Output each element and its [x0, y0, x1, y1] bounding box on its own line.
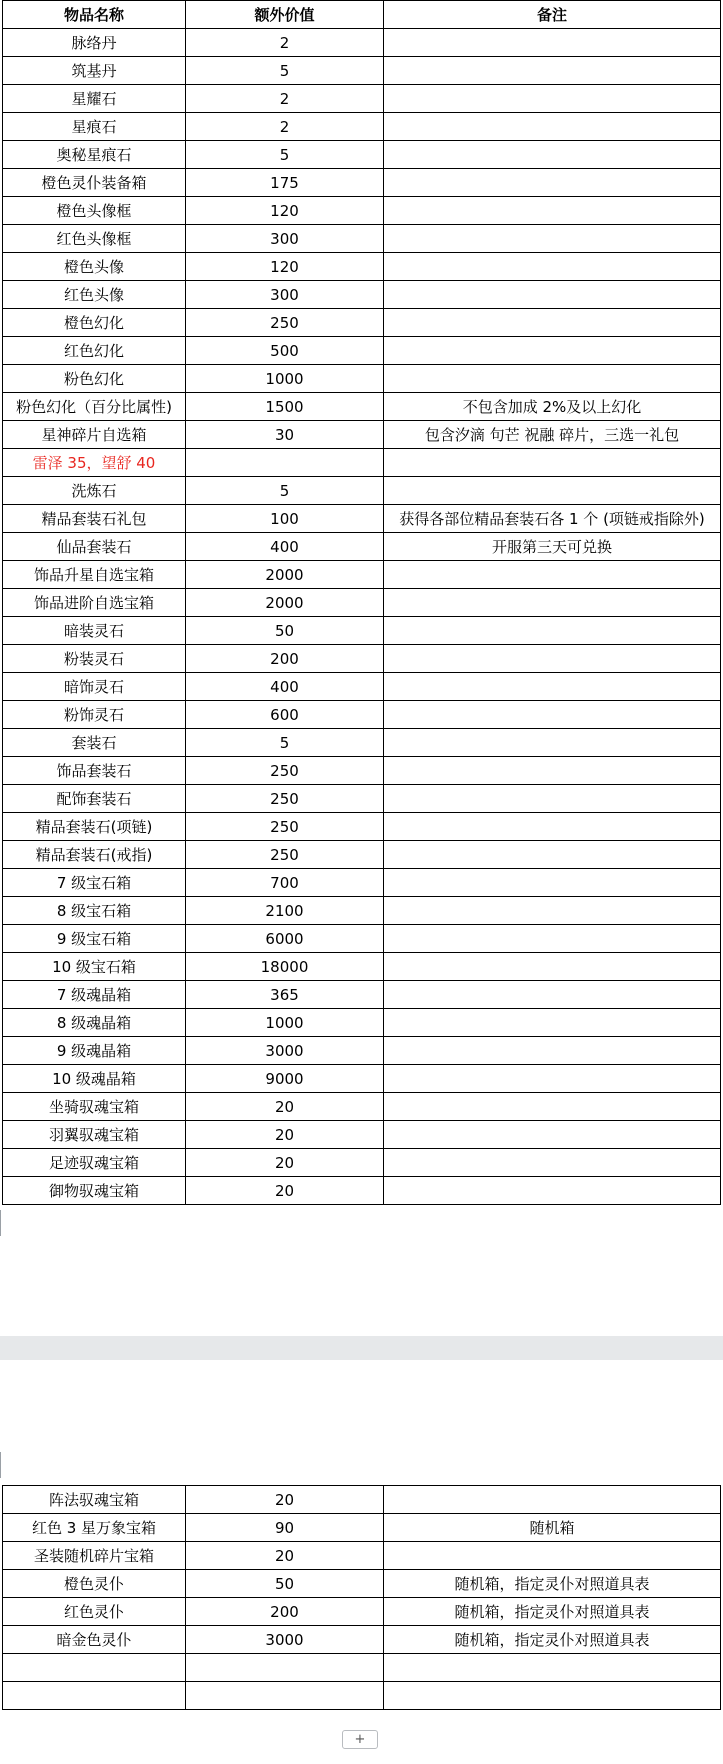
remark-cell[interactable]	[384, 281, 721, 309]
item-name-cell[interactable]: 套装石	[3, 729, 186, 757]
extra-value-cell[interactable]: 500	[186, 337, 384, 365]
remark-cell[interactable]	[384, 85, 721, 113]
item-name-cell[interactable]: 脉络丹	[3, 29, 186, 57]
table-row	[3, 225, 721, 253]
item-value-table	[2, 0, 721, 1205]
table-row	[3, 869, 721, 897]
item-name-cell[interactable]: 仙品套装石	[3, 533, 186, 561]
remark-cell[interactable]	[384, 1654, 721, 1682]
remark-cell[interactable]	[384, 757, 721, 785]
remark-cell[interactable]	[384, 561, 721, 589]
item-name-cell[interactable]: 粉色幻化（百分比属性)	[3, 393, 186, 421]
extra-value-cell[interactable]: 400	[186, 533, 384, 561]
extra-value-cell[interactable]: 5	[186, 141, 384, 169]
remark-cell[interactable]: 开服第三天可兑换	[384, 533, 721, 561]
extra-value-cell[interactable]: 120	[186, 253, 384, 281]
table-row	[3, 813, 721, 841]
item-name-cell[interactable]: 暗金色灵仆	[3, 1626, 186, 1654]
text-cursor-marker	[0, 1452, 1, 1478]
item-name-cell[interactable]: 暗装灵石	[3, 617, 186, 645]
remark-cell[interactable]	[384, 1682, 721, 1710]
table-row	[3, 113, 721, 141]
table-row	[3, 29, 721, 57]
table-row	[3, 1682, 721, 1710]
table-row	[3, 1093, 721, 1121]
header-remarks: 备注	[384, 1, 721, 29]
item-name-cell[interactable]: 雷泽 35，望舒 40	[3, 449, 186, 477]
item-name-cell[interactable]: 9 级宝石箱	[3, 925, 186, 953]
remark-cell[interactable]	[384, 1149, 721, 1177]
table-header-row	[3, 1, 721, 29]
remark-cell[interactable]	[384, 953, 721, 981]
item-value-table-continued	[2, 1485, 721, 1710]
extra-value-cell[interactable]: 200	[186, 1598, 384, 1626]
remark-cell[interactable]	[384, 113, 721, 141]
item-name-cell[interactable]: 精品套装石礼包	[3, 505, 186, 533]
item-name-cell[interactable]: 御物驭魂宝箱	[3, 1177, 186, 1205]
item-name-cell[interactable]: 羽翼驭魂宝箱	[3, 1121, 186, 1149]
remark-cell[interactable]	[384, 813, 721, 841]
extra-value-cell[interactable]: 2000	[186, 561, 384, 589]
extra-value-cell[interactable]: 5	[186, 477, 384, 505]
extra-value-cell[interactable]: 3000	[186, 1037, 384, 1065]
table-row	[3, 1065, 721, 1093]
table-row	[3, 897, 721, 925]
item-name-cell[interactable]: 精品套装石(项链)	[3, 813, 186, 841]
remark-cell[interactable]	[384, 29, 721, 57]
extra-value-cell[interactable]: 400	[186, 673, 384, 701]
item-name-cell[interactable]: 粉色幻化	[3, 365, 186, 393]
item-name-cell[interactable]: 红色 3 星万象宝箱	[3, 1514, 186, 1542]
remark-cell[interactable]: 随机箱，指定灵仆对照道具表	[384, 1626, 721, 1654]
item-name-cell[interactable]: 红色头像	[3, 281, 186, 309]
extra-value-cell[interactable]: 2	[186, 29, 384, 57]
table-row	[3, 421, 721, 449]
extra-value-cell[interactable]: 250	[186, 757, 384, 785]
table-row	[3, 1177, 721, 1205]
table-row	[3, 1542, 721, 1570]
remark-cell[interactable]	[384, 309, 721, 337]
extra-value-cell[interactable]: 9000	[186, 1065, 384, 1093]
item-name-cell[interactable]: 配饰套装石	[3, 785, 186, 813]
remark-cell[interactable]	[384, 449, 721, 477]
text-cursor-marker	[0, 1210, 1, 1236]
remark-cell[interactable]	[384, 645, 721, 673]
extra-value-cell[interactable]: 250	[186, 813, 384, 841]
extra-value-cell[interactable]: 1000	[186, 1009, 384, 1037]
table-row	[3, 141, 721, 169]
item-name-cell[interactable]: 精品套装石(戒指)	[3, 841, 186, 869]
extra-value-cell[interactable]: 5	[186, 729, 384, 757]
item-name-cell[interactable]: 星痕石	[3, 113, 186, 141]
item-name-cell[interactable]: 7 级宝石箱	[3, 869, 186, 897]
remark-cell[interactable]	[384, 1177, 721, 1205]
extra-value-cell[interactable]: 300	[186, 225, 384, 253]
remark-cell[interactable]	[384, 617, 721, 645]
item-name-cell[interactable]: 橙色灵仆装备箱	[3, 169, 186, 197]
item-name-cell[interactable]: 饰品进阶自选宝箱	[3, 589, 186, 617]
item-name-cell[interactable]: 红色灵仆	[3, 1598, 186, 1626]
remark-cell[interactable]	[384, 1009, 721, 1037]
extra-value-cell[interactable]: 300	[186, 281, 384, 309]
table-row	[3, 85, 721, 113]
table-row	[3, 1009, 721, 1037]
item-name-cell[interactable]: 8 级宝石箱	[3, 897, 186, 925]
table-row	[3, 309, 721, 337]
item-name-cell[interactable]: 奥秘星痕石	[3, 141, 186, 169]
extra-value-cell[interactable]: 30	[186, 421, 384, 449]
remark-cell[interactable]	[384, 1093, 721, 1121]
extra-value-cell[interactable]: 175	[186, 169, 384, 197]
table-row	[3, 953, 721, 981]
item-name-cell[interactable]: 橙色头像框	[3, 197, 186, 225]
table-row	[3, 253, 721, 281]
table-row	[3, 281, 721, 309]
item-name-cell[interactable]: 坐骑驭魂宝箱	[3, 1093, 186, 1121]
table-row	[3, 981, 721, 1009]
remark-cell[interactable]	[384, 141, 721, 169]
table-row	[3, 1626, 721, 1654]
item-name-cell[interactable]: 星神碎片自选箱	[3, 421, 186, 449]
extra-value-cell[interactable]: 2	[186, 85, 384, 113]
remark-cell[interactable]: 随机箱，指定灵仆对照道具表	[384, 1570, 721, 1598]
extra-value-cell[interactable]: 200	[186, 645, 384, 673]
item-name-cell[interactable]: 粉装灵石	[3, 645, 186, 673]
remark-cell[interactable]	[384, 1542, 721, 1570]
extra-value-cell[interactable]: 2100	[186, 897, 384, 925]
table-row	[3, 477, 721, 505]
table-row	[3, 701, 721, 729]
add-sheet-button[interactable]: +	[342, 1730, 378, 1749]
item-name-cell[interactable]	[3, 1654, 186, 1682]
extra-value-cell[interactable]: 20	[186, 1177, 384, 1205]
table-row	[3, 645, 721, 673]
header-item-name: 物品名称	[3, 1, 186, 29]
extra-value-cell[interactable]: 90	[186, 1514, 384, 1542]
remark-cell[interactable]	[384, 57, 721, 85]
item-name-cell[interactable]: 圣装随机碎片宝箱	[3, 1542, 186, 1570]
item-name-cell[interactable]: 筑基丹	[3, 57, 186, 85]
table-row	[3, 1149, 721, 1177]
remark-cell[interactable]	[384, 1486, 721, 1514]
table-row	[3, 1514, 721, 1542]
remark-cell[interactable]	[384, 897, 721, 925]
remark-cell[interactable]	[384, 1037, 721, 1065]
item-name-cell[interactable]: 8 级魂晶箱	[3, 1009, 186, 1037]
extra-value-cell[interactable]: 600	[186, 701, 384, 729]
remark-cell[interactable]	[384, 169, 721, 197]
remark-cell[interactable]	[384, 589, 721, 617]
item-name-cell[interactable]: 橙色头像	[3, 253, 186, 281]
extra-value-cell[interactable]: 50	[186, 617, 384, 645]
table-row	[3, 1121, 721, 1149]
extra-value-cell[interactable]: 20	[186, 1149, 384, 1177]
extra-value-cell[interactable]: 3000	[186, 1626, 384, 1654]
item-name-cell[interactable]: 红色头像框	[3, 225, 186, 253]
extra-value-cell[interactable]	[186, 1682, 384, 1710]
remark-cell[interactable]	[384, 981, 721, 1009]
item-name-cell[interactable]: 阵法驭魂宝箱	[3, 1486, 186, 1514]
header-extra-value: 额外价值	[186, 1, 384, 29]
extra-value-cell[interactable]: 20	[186, 1093, 384, 1121]
table-row	[3, 1598, 721, 1626]
table-row	[3, 365, 721, 393]
item-name-cell[interactable]: 9 级魂晶箱	[3, 1037, 186, 1065]
table-row	[3, 757, 721, 785]
item-name-cell[interactable]: 7 级魂晶箱	[3, 981, 186, 1009]
item-name-cell[interactable]: 星耀石	[3, 85, 186, 113]
table-row	[3, 505, 721, 533]
table-row	[3, 337, 721, 365]
remark-cell[interactable]	[384, 673, 721, 701]
table-row	[3, 533, 721, 561]
extra-value-cell[interactable]: 18000	[186, 953, 384, 981]
remark-cell[interactable]: 随机箱	[384, 1514, 721, 1542]
remark-cell[interactable]	[384, 197, 721, 225]
extra-value-cell[interactable]	[186, 449, 384, 477]
item-name-cell[interactable]: 足迹驭魂宝箱	[3, 1149, 186, 1177]
item-name-cell[interactable]: 橙色灵仆	[3, 1570, 186, 1598]
table-row	[3, 729, 721, 757]
remark-cell[interactable]: 包含汐滴 句芒 祝融 碎片，三选一礼包	[384, 421, 721, 449]
item-name-cell[interactable]: 粉饰灵石	[3, 701, 186, 729]
remark-cell[interactable]	[384, 337, 721, 365]
extra-value-cell[interactable]: 20	[186, 1486, 384, 1514]
table-row	[3, 673, 721, 701]
page-gap	[0, 1336, 723, 1360]
table-row	[3, 1486, 721, 1514]
table-row	[3, 57, 721, 85]
extra-value-cell[interactable]: 50	[186, 1570, 384, 1598]
remark-cell[interactable]	[384, 925, 721, 953]
table-row	[3, 1570, 721, 1598]
extra-value-cell[interactable]: 365	[186, 981, 384, 1009]
item-name-cell[interactable]	[3, 1682, 186, 1710]
remark-cell[interactable]	[384, 869, 721, 897]
remark-cell[interactable]	[384, 841, 721, 869]
extra-value-cell[interactable]: 250	[186, 309, 384, 337]
item-name-cell[interactable]: 饰品套装石	[3, 757, 186, 785]
extra-value-cell[interactable]: 1500	[186, 393, 384, 421]
remark-cell[interactable]	[384, 225, 721, 253]
item-name-cell[interactable]: 橙色幻化	[3, 309, 186, 337]
remark-cell[interactable]	[384, 477, 721, 505]
extra-value-cell[interactable]: 250	[186, 785, 384, 813]
table-row	[3, 841, 721, 869]
item-name-cell[interactable]: 暗饰灵石	[3, 673, 186, 701]
extra-value-cell[interactable]: 120	[186, 197, 384, 225]
table-row	[3, 925, 721, 953]
document-page-2	[0, 1360, 723, 1764]
extra-value-cell[interactable]: 20	[186, 1121, 384, 1149]
extra-value-cell[interactable]: 250	[186, 841, 384, 869]
extra-value-cell[interactable]: 6000	[186, 925, 384, 953]
table-row	[3, 393, 721, 421]
table-row	[3, 449, 721, 477]
remark-cell[interactable]	[384, 1065, 721, 1093]
remark-cell[interactable]	[384, 1121, 721, 1149]
table-row	[3, 197, 721, 225]
table-row	[3, 589, 721, 617]
remark-cell[interactable]	[384, 365, 721, 393]
item-name-cell[interactable]: 10 级魂晶箱	[3, 1065, 186, 1093]
table-row	[3, 617, 721, 645]
item-name-cell[interactable]: 洗炼石	[3, 477, 186, 505]
item-name-cell[interactable]: 饰品升星自选宝箱	[3, 561, 186, 589]
remark-cell[interactable]	[384, 729, 721, 757]
table-row	[3, 169, 721, 197]
extra-value-cell[interactable]: 700	[186, 869, 384, 897]
extra-value-cell[interactable]	[186, 1654, 384, 1682]
remark-cell[interactable]: 随机箱，指定灵仆对照道具表	[384, 1598, 721, 1626]
table-row	[3, 785, 721, 813]
extra-value-cell[interactable]: 2	[186, 113, 384, 141]
extra-value-cell[interactable]: 2000	[186, 589, 384, 617]
extra-value-cell[interactable]: 1000	[186, 365, 384, 393]
table-row	[3, 1654, 721, 1682]
remark-cell[interactable]	[384, 701, 721, 729]
remark-cell[interactable]: 获得各部位精品套装石各 1 个 (项链戒指除外)	[384, 505, 721, 533]
item-name-cell[interactable]: 10 级宝石箱	[3, 953, 186, 981]
remark-cell[interactable]	[384, 253, 721, 281]
item-name-cell[interactable]: 红色幻化	[3, 337, 186, 365]
extra-value-cell[interactable]: 20	[186, 1542, 384, 1570]
remark-cell[interactable]	[384, 785, 721, 813]
table-row	[3, 1037, 721, 1065]
extra-value-cell[interactable]: 5	[186, 57, 384, 85]
table-row	[3, 561, 721, 589]
extra-value-cell[interactable]: 100	[186, 505, 384, 533]
remark-cell[interactable]: 不包含加成 2%及以上幻化	[384, 393, 721, 421]
